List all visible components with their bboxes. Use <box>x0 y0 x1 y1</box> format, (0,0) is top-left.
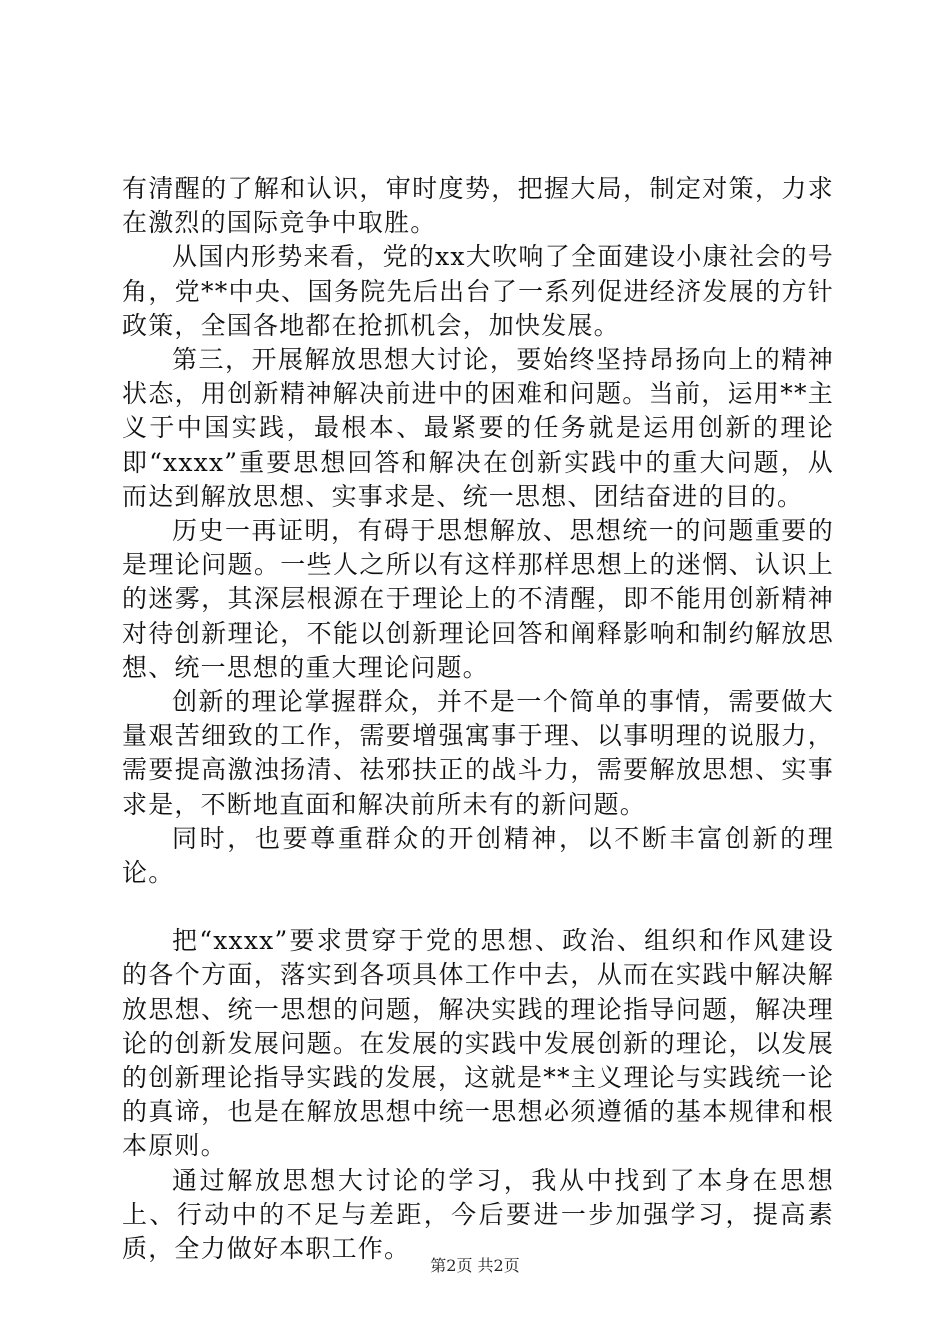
paragraph: 历史一再证明，有碍于思想解放、思想统一的问题重要的是理论问题。一些人之所以有这样那样思想上的迷惘、认识上的迷雾，其深层根源在于理论上的不清醒，即不能用创新精神对待创新理论，不能以创新理论回答和阐释影响和制约解放思想、统一思想的重大理论问题。 <box>122 516 834 682</box>
document-body <box>122 172 834 1266</box>
page-footer: 第2页 共2页 <box>430 1256 520 1275</box>
paragraph-spacer <box>122 890 834 924</box>
paragraph: 通过解放思想大讨论的学习，我从中找到了本身在思想上、行动中的不足与差距，今后要进一步加强学习，提高素质，全力做好本职工作。 <box>122 1165 834 1264</box>
paragraph: 创新的理论掌握群众，并不是一个简单的事情，需要做大量艰苦细致的工作，需要增强寓事于理、以事明理的说服力，需要提高激浊扬清、祛邪扶正的战斗力，需要解放思想、实事求是，不断地直面和解决前所未有的新问题。 <box>122 687 834 819</box>
paragraph: 有清醒的了解和认识，审时度势，把握大局，制定对策，力求在激烈的国际竞争中取胜。 <box>122 174 834 238</box>
paragraph: 同时，也要尊重群众的开创精神，以不断丰富创新的理论。 <box>122 823 834 888</box>
paragraph: 第三，开展解放思想大讨论，要始终坚持昂扬向上的精神状态，用创新精神解决前进中的困难和问题。当前，运用**主义于中国实践，最根本、最紧要的任务就是运用创新的理论即“xxxx”重要思想回答和解决在创新实践中的重大问题，从而达到解放思想、实事求是、统一思想、团结奋进的目的。 <box>122 345 834 511</box>
paragraph: 把“xxxx”要求贯穿于党的思想、政治、组织和作风建设的各个方面，落实到各项具体工作中去，从而在实践中解决解放思想、统一思想的问题，解决实践的理论指导问题，解决理论的创新发展问题。在发展的实践中发展创新的理论，以发展的创新理论指导实践的发展，这就是**主义理论与实践统一论的真谛，也是在解放思想中统一思想必须遵循的基本规律和根本原则。 <box>122 926 834 1161</box>
paragraph: 从国内形势来看，党的xx大吹响了全面建设小康社会的号角，党**中央、国务院先后出台了一系列促进经济发展的方针政策，全国各地都在抢抓机会，加快发展。 <box>122 242 834 340</box>
